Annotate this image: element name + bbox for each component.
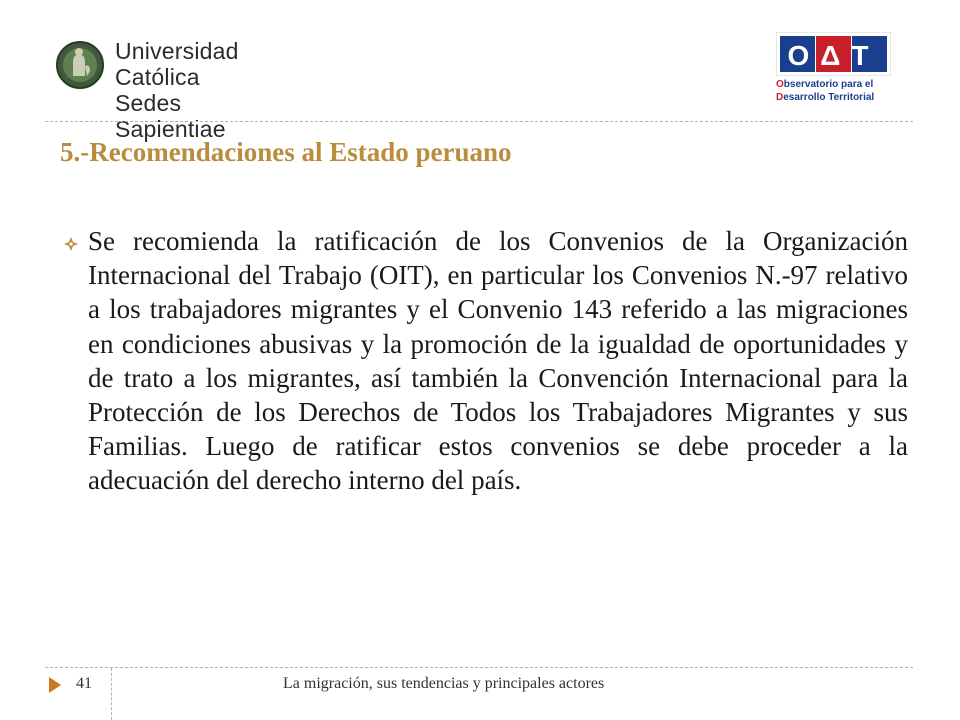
page-number: 41 [76,675,92,692]
slide-title: 5.-Recomendaciones al Estado peruano [60,137,512,167]
footer-caption: La migración, sus tendencias y principales actores [283,675,605,692]
odt-line2-initial: D [776,92,784,103]
odt-line1-rest: bservatorio para el [783,79,874,90]
odt-line1 [776,79,873,90]
odt-line1-initial: O [776,79,784,90]
odt-logo [776,32,906,104]
recommendation-paragraph: Se recomienda la ratificación de los Convenios de la Organización Internacional del Trabajo (OIT), en particular los Convenios N.-97 relativo a los trabajadores migrantes y el Convenio 143 referido a las migraciones en condiciones abusivas y la promoción de la igualdad de oportunidades y de trato a los migrantes, así también la Convención Internacional para la Protección de los Derechos de Todos los Trabajadores Migrantes y sus Familias. Luego de ratificar estos convenios se debe proceder a la adecuación del derecho interno del país. [88,226,908,496]
university-name-line1: Universidad Católica [115,38,239,90]
odt-mark [776,32,891,76]
odt-mark-text: OΔT [787,40,880,71]
university-logo [55,38,285,142]
university-name-line2: Sedes Sapientiae [115,90,226,142]
header-divider [45,121,913,122]
odt-line2-rest: esarrollo Territorial [783,92,875,103]
university-name [115,38,285,142]
footer-divider [45,667,913,668]
university-seal-icon [55,40,105,90]
diamond-bullet-icon [64,237,78,251]
odt-line2 [776,92,874,103]
triangle-marker-icon [48,676,62,694]
footer-separator [111,668,112,720]
